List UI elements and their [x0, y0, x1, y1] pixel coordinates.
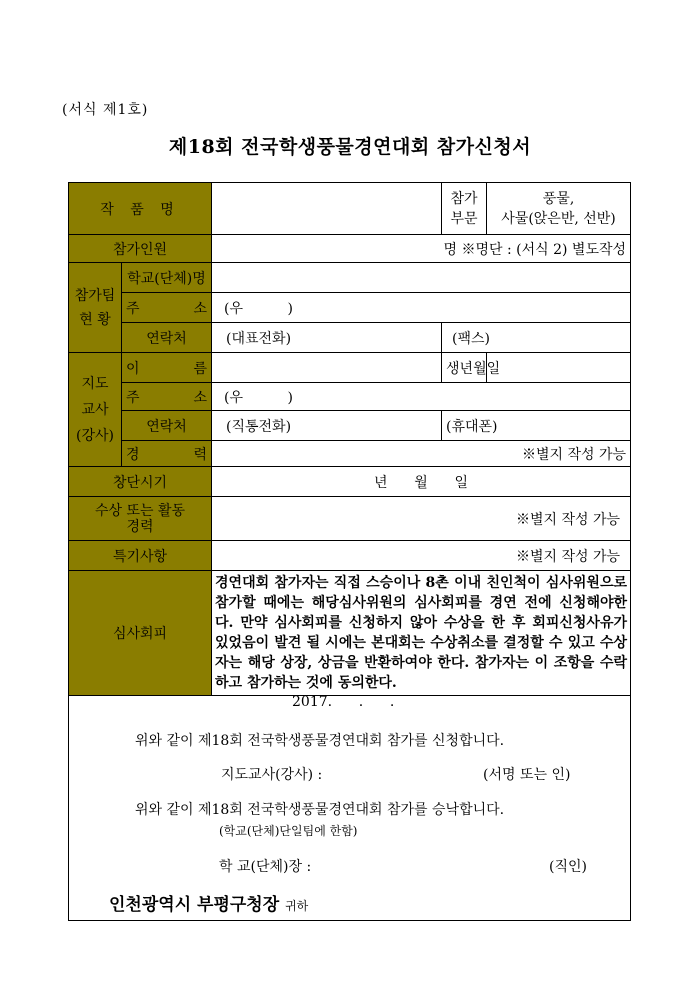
addressee-name: 인천광역시 부평구청장 [109, 895, 280, 915]
principal-label: 학 교(단체)장 : [219, 859, 312, 875]
school-label: 학교(단체)명 [122, 263, 212, 293]
form-code: (서식 제1호) [62, 102, 149, 118]
row-teacher-contact [69, 411, 631, 441]
team-status-label: 참가팀 현 황 [69, 263, 122, 353]
mobile-field[interactable]: (휴대폰) [442, 411, 631, 441]
recusal-label: 심사회피 [69, 571, 212, 696]
work-name-field[interactable] [212, 183, 442, 235]
row-work-name [69, 183, 631, 235]
founded-label: 창단시기 [69, 467, 212, 497]
teacher-label: 지도 교사 (강사) [69, 353, 122, 467]
addressee-suffix: 귀하 [285, 899, 309, 913]
teacher-address-field[interactable]: (우 ) [212, 383, 631, 411]
division-value[interactable]: 풍물, 사물(앉은반, 선반) [487, 183, 631, 235]
row-recusal [69, 571, 631, 696]
career-field[interactable]: ※별지 작성 가능 [212, 441, 631, 467]
work-name-label: 작 품 명 [69, 183, 212, 235]
awards-label: 수상 또는 활동 경력 [69, 497, 212, 541]
declaration-section [68, 678, 631, 921]
addressee [109, 890, 308, 915]
address-label: 주 소 [122, 293, 212, 323]
application-table [68, 182, 631, 696]
teacher-contact-label: 연락처 [122, 411, 212, 441]
birth-label: 생년월일 [442, 353, 487, 383]
row-founded [69, 467, 631, 497]
row-teacher-name [69, 353, 631, 383]
special-field[interactable]: ※별지 작성 가능 [212, 541, 631, 571]
division-label: 참가 부문 [442, 183, 487, 235]
address-field[interactable]: (우 ) [212, 293, 631, 323]
row-special [69, 541, 631, 571]
name-field[interactable] [212, 353, 442, 383]
row-contact [69, 323, 631, 353]
participants-label: 참가인원 [69, 235, 212, 263]
row-teacher-address [69, 383, 631, 411]
special-label: 특기사항 [69, 541, 212, 571]
principal-seal-mark[interactable]: (직인) [549, 859, 587, 875]
approve-statement: 위와 같이 제18회 전국학생풍물경연대회 참가를 승낙합니다. [135, 802, 505, 818]
row-participants [69, 235, 631, 263]
phone-field[interactable]: (대표전화) [212, 323, 442, 353]
row-career [69, 441, 631, 467]
founded-field[interactable]: 년 월 일 [212, 467, 631, 497]
row-awards [69, 497, 631, 541]
name-label: 이 름 [122, 353, 212, 383]
birth-field[interactable] [487, 353, 631, 383]
apply-statement: 위와 같이 제18회 전국학생풍물경연대회 참가를 신청합니다. [135, 733, 505, 749]
form-title: 제18회 전국학생풍물경연대회 참가신청서 [168, 136, 532, 158]
teacher-signature-mark[interactable]: (서명 또는 인) [483, 767, 571, 783]
school-field[interactable] [212, 263, 631, 293]
row-school [69, 263, 631, 293]
direct-phone-field[interactable]: (직통전화) [212, 411, 442, 441]
row-address [69, 293, 631, 323]
application-date[interactable]: 2017. . . [292, 694, 395, 710]
career-label: 경 력 [122, 441, 212, 467]
teacher-signature-label: 지도교사(강사) : [221, 767, 323, 783]
contact-label: 연락처 [122, 323, 212, 353]
recusal-notice: 경연대회 참가자는 직접 스승이나 8촌 이내 친인척이 심사위원으로 참가할 때에는 해당심사위원의 심사회피를 경연 전에 신청해야한다. 만약 심사회피를 신청하지 않아 수상을 한 후 회피신청사유가 있었음이 발견 될 시에는 본대회는 수상취소를 결정할 수 있고 수상자는 해당 상장, 상금을 반환하여야 한다. 참가자는 이 조항을 수락하고 참가하는 것에 동의한다. [212, 571, 631, 696]
awards-field[interactable]: ※별지 작성 가능 [212, 497, 631, 541]
fax-field[interactable]: (팩스) [442, 323, 631, 353]
teacher-address-label: 주 소 [122, 383, 212, 411]
approve-note: (학교(단체)단일팀에 한함) [219, 824, 358, 838]
participants-value[interactable]: 명 ※명단 : (서식 2) 별도작성 [212, 235, 631, 263]
